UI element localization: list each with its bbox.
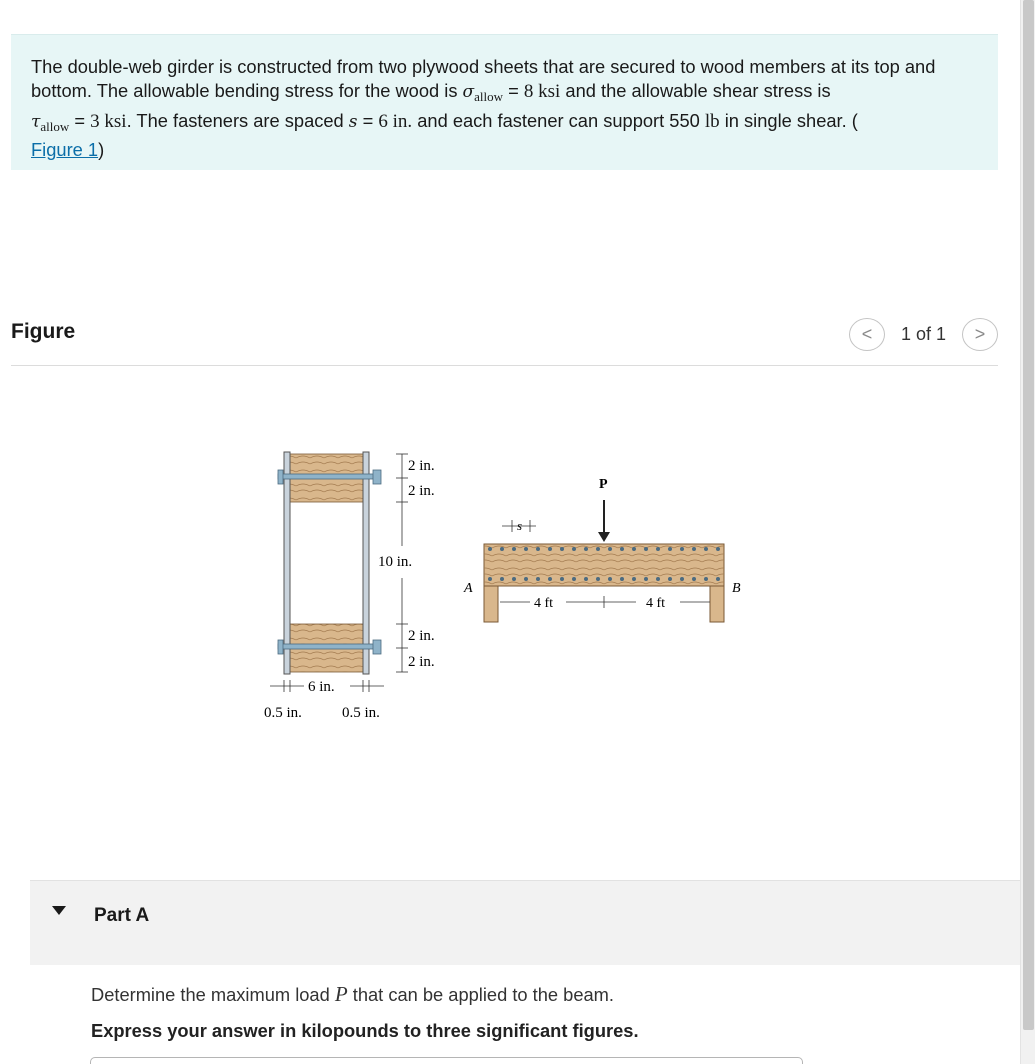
vertical-scrollbar[interactable]	[1020, 0, 1035, 1064]
fastener-dot	[668, 547, 672, 551]
girder-figure-svg	[240, 440, 760, 730]
top-bolt	[278, 474, 378, 479]
question-text-post: that can be applied to the beam.	[347, 984, 614, 1005]
span-right-label: 4 ft	[646, 596, 666, 611]
problem-text-4: and each fastener can support 550	[412, 109, 705, 131]
problem-text-3: . The fasteners are spaced	[126, 109, 349, 131]
s-symbol: s	[348, 111, 358, 132]
beam-elevation	[463, 477, 741, 622]
fastener-dot	[512, 577, 516, 581]
dim-6in: 6 in.	[308, 679, 335, 695]
fastener-dot	[488, 547, 492, 551]
part-a-question	[91, 982, 614, 1007]
chevron-right-icon: >	[974, 323, 986, 344]
fastener-dot	[500, 577, 504, 581]
figure-title: Figure	[11, 320, 76, 343]
problem-text-2: and the allowable shear stress is	[560, 79, 831, 101]
support-post-a	[484, 586, 498, 622]
fastener-dot	[704, 577, 708, 581]
fastener-dot	[692, 547, 696, 551]
fastener-dot	[656, 547, 660, 551]
fastener-dot	[536, 577, 540, 581]
figure-image	[240, 440, 760, 730]
fastener-dot	[548, 547, 552, 551]
fastener-dot	[500, 547, 504, 551]
fastener-dot	[596, 577, 600, 581]
problem-statement	[11, 34, 998, 170]
tau-symbol: τ	[31, 111, 41, 132]
left-plywood-web	[284, 452, 290, 674]
fastener-dot	[584, 547, 588, 551]
fastener-dot	[632, 577, 636, 581]
dim-2in-d: 2 in.	[408, 654, 435, 670]
fastener-dot	[668, 577, 672, 581]
fastener-dot	[536, 547, 540, 551]
dim-10in: 10 in.	[378, 554, 413, 570]
fastener-dot	[572, 547, 576, 551]
support-a-label: A	[464, 581, 473, 596]
next-figure-button[interactable]	[962, 318, 998, 351]
fastener-dot	[692, 577, 696, 581]
fastener-dot	[548, 577, 552, 581]
dim-2in-a: 2 in.	[408, 458, 435, 474]
fastener-dot	[524, 577, 528, 581]
fastener-dot	[620, 577, 624, 581]
span-left-label: 4 ft	[534, 596, 554, 611]
previous-figure-button[interactable]	[849, 318, 885, 351]
sigma-value: 8 ksi	[523, 80, 561, 102]
s-equals: =	[357, 109, 379, 131]
fastener-dot	[704, 547, 708, 551]
sigma-subscript: allow	[474, 88, 504, 104]
tau-subscript: allow	[40, 118, 70, 134]
figure-header	[11, 318, 998, 366]
right-plywood-web	[363, 452, 369, 674]
question-text-pre: Determine the maximum load	[91, 984, 335, 1005]
part-a-header[interactable]	[30, 880, 1020, 965]
scrollbar-thumb[interactable]	[1023, 0, 1034, 1030]
dim-2in-b: 2 in.	[408, 483, 435, 499]
caret-down-icon	[52, 906, 66, 915]
fastener-dot	[680, 577, 684, 581]
cross-section	[264, 452, 435, 721]
answer-input[interactable]	[90, 1057, 803, 1064]
fastener-dot	[716, 547, 720, 551]
fastener-dot	[608, 577, 612, 581]
figure-pager	[849, 318, 998, 350]
problem-text-5: in single shear. (	[719, 109, 858, 131]
s-value: 6 in.	[378, 110, 413, 132]
load-label: P	[599, 477, 608, 492]
sigma-symbol: σ	[462, 81, 475, 102]
support-post-b	[710, 586, 724, 622]
lb-unit: lb	[704, 110, 720, 132]
fastener-dot	[524, 547, 528, 551]
fastener-dot	[632, 547, 636, 551]
fastener-dot	[608, 547, 612, 551]
figure-page-indicator: 1 of 1	[900, 323, 946, 344]
fastener-dot	[680, 547, 684, 551]
problem-text-6: )	[98, 139, 105, 161]
support-b-label: B	[732, 581, 741, 596]
fastener-dot	[560, 547, 564, 551]
sigma-equals: =	[503, 79, 524, 101]
part-a-title: Part A	[94, 905, 150, 926]
dim-05in-right: 0.5 in.	[342, 705, 380, 721]
fastener-dot	[644, 547, 648, 551]
question-symbol: P	[334, 982, 348, 1006]
fastener-dot	[584, 577, 588, 581]
fastener-dot	[656, 577, 660, 581]
problem-text-1: The double-web girder is constructed from two plywood sheets that are secured to wood members at its top and bottom. The allowable bending stress for the wood is	[31, 56, 936, 101]
fastener-dot	[488, 577, 492, 581]
dim-2in-c: 2 in.	[408, 628, 435, 644]
bottom-bolt	[278, 644, 378, 649]
tau-value: 3 ksi	[90, 110, 127, 132]
fastener-dot	[560, 577, 564, 581]
spacing-label: s	[517, 518, 523, 533]
figure-link[interactable]: Figure 1	[31, 139, 99, 161]
load-arrow-icon	[598, 532, 610, 542]
fastener-dot	[596, 547, 600, 551]
fastener-dot	[644, 577, 648, 581]
dim-05in-left: 0.5 in.	[264, 705, 302, 721]
fastener-dot	[716, 577, 720, 581]
part-a-instruction: Express your answer in kilopounds to three significant figures.	[91, 1020, 639, 1041]
fastener-dot	[572, 577, 576, 581]
tau-equals: =	[69, 109, 91, 131]
fastener-dot	[512, 547, 516, 551]
fastener-dot	[620, 547, 624, 551]
chevron-left-icon: <	[861, 323, 873, 344]
